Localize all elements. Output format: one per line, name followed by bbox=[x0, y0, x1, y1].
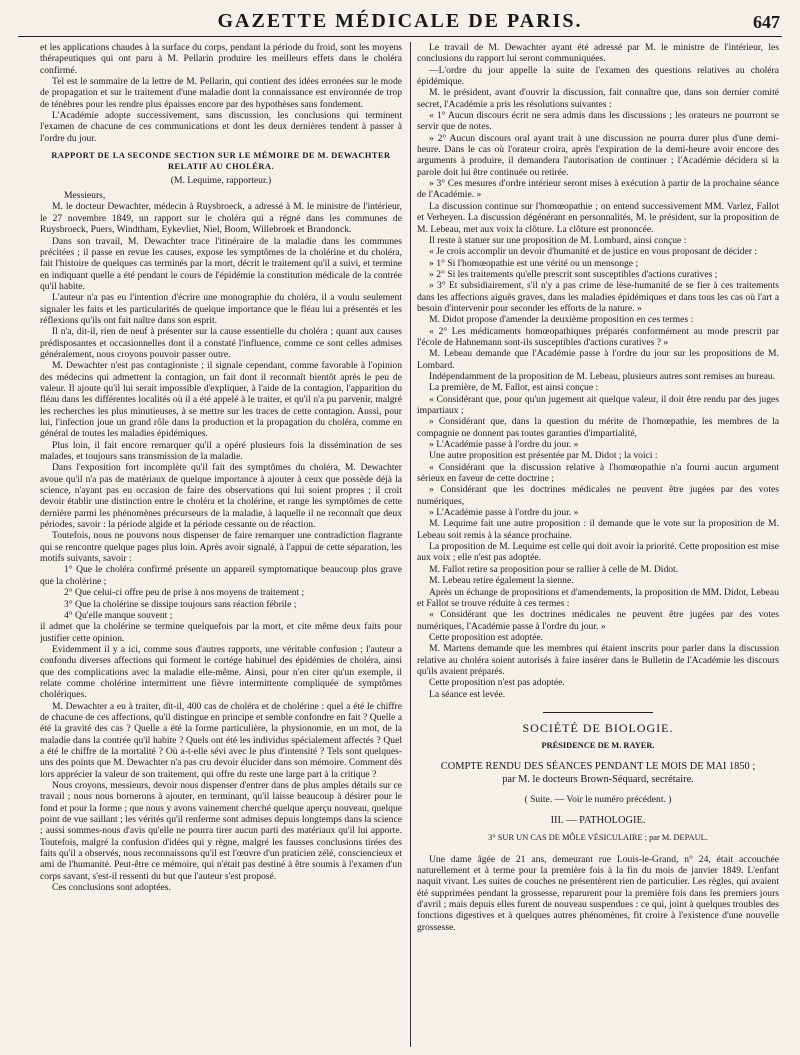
paragraph: Ces conclusions sont adoptées. bbox=[52, 882, 171, 894]
paragraph: « 1° Aucun discours écrit ne sera admis dans les discussions ; les orateurs ne pourront se servir que de notes. bbox=[417, 110, 779, 133]
paragraph: » 1° Si l'homœopathie est une vérité ou un mensonge ; bbox=[429, 257, 639, 269]
list-item: 1° Que le choléra confirmé présente un appareil symptomatique beaucoup plus grave que la cholérine ; bbox=[40, 564, 402, 587]
paragraph: « 2° Les médicaments homœopathiques préparés conformément au mode prescrit par l'école de Hahnemann sont-ils susceptibles d'actions curatives ? » bbox=[417, 325, 779, 348]
paragraph: Cette proposition est adoptée. bbox=[429, 631, 544, 643]
paragraph: Après un échange de propositions et d'amendements, la proposition de MM. Didot, Lebeau et Fallot se trouve réduite à ces termes : bbox=[417, 586, 779, 609]
report-heading: RAPPORT DE LA SECONDE SECTION SUR LE MÉMOIRE DE M. DEWACHTER RELATIF AU CHOLÉRA. bbox=[51, 151, 391, 172]
section-heading: III. — PATHOLOGIE. bbox=[550, 814, 646, 826]
section-rule bbox=[543, 712, 653, 713]
paragraph: Dans son travail, M. Dewachter trace l'itinéraire de la maladie dans les communes précitées ; il passe en revue les causes, expose les symptômes de la cholérine et du choléra, fait l'histoire de quelques cas terminés par la mort, décrit le traitement qu'il a suivi, et termine en indiquant quelle a été pendant le cours de l'épidémie la constitution médicale de la contrée qu'il habite. bbox=[40, 235, 402, 292]
paragraph: M. Lebeau retire également la sienne. bbox=[429, 575, 574, 587]
column-divider bbox=[410, 42, 411, 1047]
paragraph: Plus loin, il fait encore remarquer qu'il a opéré plusieurs fois la dissémination de ses malades, et toujours sans transmission de la maladie. bbox=[40, 439, 402, 463]
right-column bbox=[417, 42, 779, 1047]
paragraph: « Je crois accomplir un devoir d'humanité et de justice en vous proposant de décider : bbox=[429, 246, 758, 258]
compte-rendu-line: par M. le docteurs Brown-Séquard, secrétaire. bbox=[502, 773, 694, 785]
paragraph: Une autre proposition est présentée par M. Didot ; la voici : bbox=[429, 450, 658, 462]
list-item: 4° Qu'elle manque souvent ; bbox=[64, 609, 173, 621]
paragraph: Une dame âgée de 21 ans, demeurant rue Louis-le-Grand, n° 24, était accouchée naturellement et à terme pour la première fois à la fin du mois de janvier 1849. L'enfant naquit vivant. Les suites de couches ne présentèrent rien de particulier. Les règles, qui avaient été supprimées pendant la grossesse, reparurent pour la première fois dans les premiers jours d'avril ; mais depuis elles furent de nouveau suspendues : ce qui, joint à quelques troubles des fonctions digestives et à quelques autres phénomènes, fit croire à l'existence d'une nouvelle grossesse. bbox=[417, 853, 779, 933]
page-header bbox=[18, 8, 782, 37]
paragraph: Toutefois, nous ne pouvons nous dispenser de faire remarquer une contradiction flagrante qui se rencontre quelque pages plus loin. Après avoir signalé, à l'appui de cette séparation, les motifs suivants, savoir : bbox=[40, 530, 402, 565]
paragraph: La proposition de M. Lequime est celle qui doit avoir la priorité. Cette proposition est mise aux voix ; elle n'est pas adoptée. bbox=[417, 541, 779, 564]
paragraph: et les applications chaudes à la surface du corps, pendant la période du froid, sont les moyens thérapeutiques qui ont paru à M. Pellarin produire les meilleurs effets dans le choléra confirmé. bbox=[40, 42, 402, 76]
society-title: SOCIÉTÉ DE BIOLOGIE. bbox=[522, 720, 674, 735]
paragraph: » Considérant que, dans la question du mérite de l'homœpathie, les membres de la compagnie ne donnent pas toutes garanties d'impartialité, bbox=[417, 416, 779, 439]
paragraph: M. Martens demande que les membres qui étaient inscrits pour parler dans la discussion relative au choléra soient autorisés à faire insérer dans le Bulletin de l'Académie les discours qu'ils avaient préparés. bbox=[417, 643, 779, 677]
paragraph: —L'ordre du jour appelle la suite de l'examen des questions relatives au choléra épidémique. bbox=[417, 64, 779, 88]
paragraph: Indépendamment de la proposition de M. Lebeau, plusieurs autres sont remises au bureau. bbox=[429, 370, 776, 382]
paragraph: » L'Académie passe à l'ordre du jour. » bbox=[429, 507, 579, 519]
paragraph: il admet que la cholérine se termine quelquefois par la mort, et cite même deux faits pour justifier cette opinion. bbox=[40, 621, 402, 644]
paragraph: « Considérant que la discussion relative à l'homœopathie n'a fourni aucun argument sérieux en faveur de cette doctrine ; bbox=[417, 461, 779, 485]
suite-note: ( Suite. — Voir le numéro précédent. ) bbox=[524, 793, 672, 805]
paragraph: L'auteur n'a pas eu l'intention d'écrire une monographie du choléra, il a voulu seulement signaler les faits et les particularités de quelque importance que le fléau lui a présentés et les réflexions qu'ils ont fait naître dans son esprit. bbox=[40, 292, 402, 326]
paragraph: Nous croyons, messieurs, devoir nous dispenser d'entrer dans de plus amples détails sur ce travail ; nous nous bornerons à ajouter, en terminant, qu'il laisse beaucoup à désirer pour le fond et pour la forme ; que nous y avons vainement cherché quelque aperçu nouveau, quelque point de vue saillant ; les vérités qu'il renferme sont admises depuis longtemps dans la science ; aussi sommes-nous d'avis qu'elle ne pourra tirer aucun parti des matériaux qu'il lui apporte. Toutefois, malgré la confusion d'idées qui y règne, malgré les fausses conclusions tirées des faits qu'il a observés, nous reconnaissons qu'il est l'œuvre d'un praticien zélé, consciencieux et ami de l'humanité. Peut-être ce mémoire, qui n'était pas destiné à être soumis à l'examen d'un corps savant, s'est-il ressenti du but que l'auteur s'est proposé. bbox=[40, 780, 402, 882]
paragraph: » 2° Aucun discours oral ayant trait à une discussion ne pourra durer plus d'une demi-heure. Dans le cas où l'orateur croira, après l'expiration de la demi-heure avoir encore des arguments à produire, il demandera l'autorisation de continuer ; l'Académie décidera si la parole doit lui être continuée ou retirée. bbox=[417, 132, 779, 178]
paragraph: M. Dewachter a eu à traiter, dit-il, 400 cas de choléra et de cholérine : quel a été le chiffre de chacune de ces affections, qu'il distingue en principe et semble confondre en fait ? Quelle a été la gravité des cas ? Quelle a été la forme particulière, la physionomie, en un mot, de la maladie dans la contrée qu'il habite ? Quels ont été les individus spécialement affectés ? Quel a été le chiffre de la mortalité ? Où a-t-elle sévi avec le plus d'intensité ? Tels sont quelques-uns des points que M. Dewachter n'a pas cru devoir élucider dans son mémoire. Comment dès lors apprécier la valeur de son traitement, qui offre du reste une large part à la critique ? bbox=[40, 700, 402, 780]
compte-rendu-line: COMPTE RENDU DES SÉANCES PENDANT LE MOIS DE MAI 1850 ; bbox=[440, 760, 756, 772]
paragraph: » L'Académie passe à l'ordre du jour. » bbox=[429, 439, 579, 451]
paragraph: La séance est levée. bbox=[429, 688, 506, 700]
list-item: 3° Que la cholérine se dissipe toujours sans réaction fébrile ; bbox=[64, 598, 297, 610]
paragraph: M. Lebeau demande que l'Académie passe à l'ordre du jour sur les propositions de M. Lombard. bbox=[417, 348, 779, 371]
paragraph: » 3° Ces mesures d'ordre intérieur seront mises à exécution à partir de la prochaine séance de l'Académie. » bbox=[417, 178, 779, 201]
salutation: Messieurs, bbox=[64, 190, 106, 202]
case-heading: 3° SUR UN CAS DE MÔLE VÉSICULAIRE ; par M. DEPAUL. bbox=[488, 833, 708, 843]
paragraph: M. Dewachter n'est pas contagioniste ; il signale cependant, comme favorable à l'opinion des médecins qui admettent la contagion, un fait dont il reconnaît bientôt après le peu de valeur. Il ajoute qu'il lui serait impossible d'expliquer, à l'aide de la contagion, l'apparition du fléau dans les différentes localités où il a été appelé à le traiter, et qu'il n'a pu parvenir, malgré les recherches les plus minutieuses, à se mettre sur les traces de cette contagion. Aussi, pour lui, l'infection joue un grand rôle dans la production et la propagation du choléra, comme en général de toutes les maladies épidémiques. bbox=[40, 360, 402, 440]
paragraph: La discussion continue sur l'homœopathie ; on entend successivement MM. Varlez, Fallot et Verheyen. La discussion dégénérant en personnalités, M. le président, sur la proposition de M. Lebeau, met aux voix la clôture. La clôture est prononcée. bbox=[417, 200, 779, 235]
page-number: 647 bbox=[753, 12, 780, 32]
paragraph: » 2° Si les traitements qu'elle prescrit sont susceptibles d'actions curatives ; bbox=[429, 268, 718, 280]
left-column bbox=[40, 42, 402, 1047]
paragraph: M. Didot propose d'amender la deuxième proposition en ces termes : bbox=[429, 314, 694, 326]
paragraph: M. le président, avant d'ouvrir la discussion, fait connaître que, dans son dernier comité secret, l'Académie a pris les résolutions suivantes : bbox=[417, 87, 779, 110]
paragraph: La première, de M. Fallot, est ainsi conçue : bbox=[429, 382, 599, 394]
paragraph: « Considérant que les doctrines médicales ne peuvent être jugées par des votes numériques, l'Académie passe à l'ordre du jour. » bbox=[417, 609, 779, 632]
paragraph: Tel est le sommaire de la lettre de M. Pellarin, qui contient des idées erronées sur le mode de propagation et sur le traitement d'une maladie dont la connaissance est environnée de trop de ténèbres pour les rendre plus épaisses encore par des hypothèses sans fondement. bbox=[40, 76, 402, 110]
paragraph: M. Lequime fait une autre proposition : il demande que le vote sur la proposition de M. Lebeau soit remis à la séance prochaine. bbox=[417, 518, 779, 541]
paragraph: Cette proposition n'est pas adoptée. bbox=[429, 677, 565, 689]
society-presidency: PRÉSIDENCE DE M. RAYER. bbox=[541, 741, 655, 751]
compte-rendu bbox=[417, 760, 779, 786]
paragraph: L'Académie adopte successivement, sans discussion, les conclusions qui terminent l'examen de chacune de ces communications et dont les deux dernières tendent à passer à l'ordre du jour. bbox=[40, 110, 402, 144]
paragraph: Evidemment il y a ici, comme sous d'autres rapports, une véritable confusion ; l'auteur a confondu diverses affections qui forment le cortége habituel des épidémies de choléra, ainsi que des complications avec la maladie elle-même. Ainsi, pour n'en citer qu'un exemple, il relate comme cholérine intermittent une fièvre intermittente compliquée de symptômes cholériques. bbox=[40, 643, 402, 701]
paragraph: Il n'a, dit-il, rien de neuf à présenter sur la cause essentielle du choléra ; quant aux causes prédisposantes et occasionnelles dont il a constaté l'influence, comme ce sont celles admises généralement, nous croyons pouvoir passer outre. bbox=[40, 326, 402, 360]
paragraph: M. le docteur Dewachter, médecin à Ruysbroeck, a adressé à M. le ministre de l'intérieur, le 27 novembre 1849, un rapport sur le choléra qui a régné dans les communes de Ruysbroeck, Puers, Windtham, Eykevliet, Niel, Boom, Willebroek et Brandonck. bbox=[40, 201, 402, 236]
journal-title: GAZETTE MÉDICALE DE PARIS. bbox=[217, 10, 583, 32]
paragraph: Il reste à statuer sur une proposition de M. Lombard, ainsi conçue : bbox=[429, 234, 687, 246]
paragraph: » 3° Et subsidiairement, s'il n'y a pas crime de lèse-humanité de se fier à ces traitements dans les affections aiguës graves, dans les maladies épidémiques et dans tous les cas où l'art a besoin d'intervenir pour seconder les efforts de la nature. » bbox=[417, 280, 779, 314]
paragraph: M. Fallot retire sa proposition pour se rallier à celle de M. Didot. bbox=[429, 563, 679, 575]
report-rapporteur: (M. Lequime, rapporteur.) bbox=[170, 174, 272, 186]
paragraph: Le travail de M. Dewachter ayant été adressé par M. le ministre de l'intérieur, les conclusions du rapport lui seront communiquées. bbox=[417, 42, 779, 65]
paragraph: » Considérant que les doctrines médicales ne peuvent être jugées par des votes numériques, bbox=[417, 484, 779, 507]
paragraph: Dans l'exposition fort incomplète qu'il fait des symptômes du choléra, M. Dewachter avoue qu'il n'a pas de matériaux de quelque importance à ajouter à ceux que possède déjà la science, n'ayant pas eu occasion de faire des observations qui lui soient propres ; il croit devoir établir une distinction entre le choléra et la cholérine, et range les symptômes de cette dernière parmi les phénomènes précurseurs de la maladie, à laquelle il ne reconnaît que deux périodes, savoir : la période algide et la période cessante ou de réaction. bbox=[40, 462, 402, 531]
paragraph: « Considérant que, pour qu'un jugement ait quelque valeur, il doit être rendu par des juges impartiaux ; bbox=[417, 393, 779, 416]
list-item: 2° Que celui-ci offre peu de prise à nos moyens de traitement ; bbox=[64, 587, 305, 599]
